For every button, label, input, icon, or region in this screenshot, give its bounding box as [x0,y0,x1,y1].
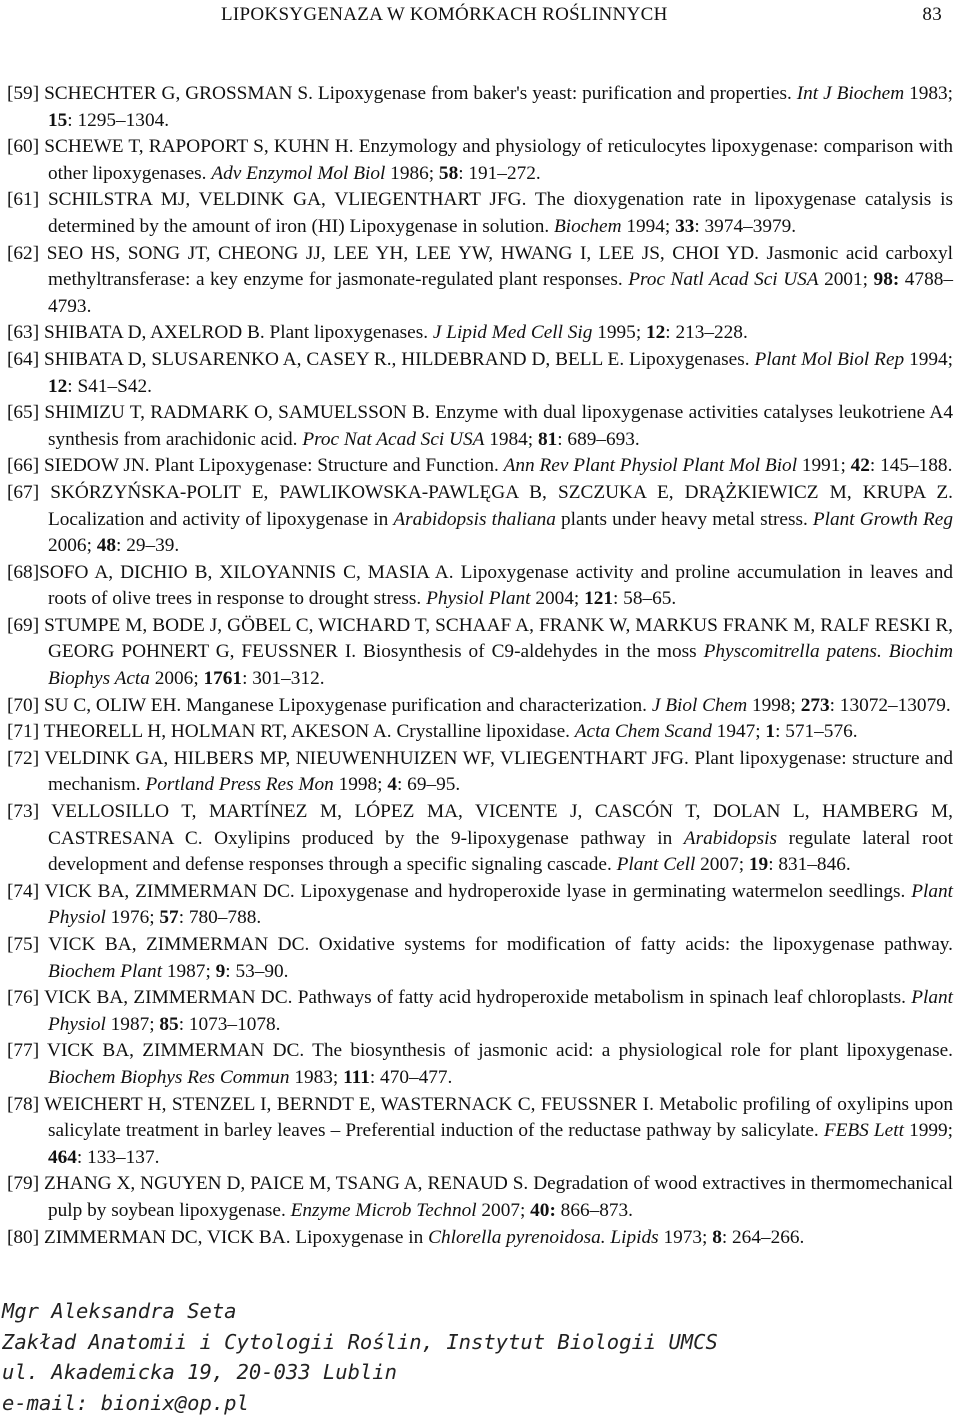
reference-text-run: 1999; [903,1120,953,1142]
reference-text-run: [69] STUMPE M, BODE J, GÖBEL C, WICHARD T, SCHAAF A, FRANK W, MARKUS FRANK M, RALF RESKI R, GEORG POHNERT G, FEUSSNER I. Biosynthesis of C9-aldehydes in the moss [7,614,953,663]
reference-italic-run: Physcomitrella patens. [703,641,882,663]
reference-text-run: 1986; [385,162,439,184]
reference-italic-run: J Biol Chem [651,694,748,716]
reference-text-run: 1998; [333,774,388,796]
reference-bold-run: 273 [800,694,830,716]
reference-text-run: 1976; [105,907,160,929]
reference-italic-run: Proc Natl Acad Sci USA [628,269,819,291]
reference-text-run: [73] VELLOSILLO T, MARTÍNEZ M, LÓPEZ MA, VICENTE J, CASCÓN T, DOLAN L, HAMBERG M, CASTRESANA C. Oxylipins produced by the 9-lipoxygenase pathway in [7,801,953,849]
reference-text-run: 866–873. [555,1199,633,1221]
reference-text-run: [61] SCHILSTRA MJ, VELDINK GA, VLIEGENTHART JFG. The dioxygenation rate in lipoxygenase catalysis is determined by the amount of iron (HI) Lipoxygenase in solution. [7,189,953,237]
reference-text-run: [63] SHIBATA D, AXELROD B. Plant lipoxygenases. [7,322,433,344]
reference-text-run: [71] THEORELL H, HOLMAN RT, AKESON A. Crystalline lipoxidase. [7,721,575,743]
reference-italic-run: Arabidopsis thaliana [393,508,556,530]
reference-entry [7,799,953,879]
reference-italic-run: Plant Mol Biol Rep [754,348,905,370]
reference-text-run: 1984; [484,428,538,450]
reference-text-run: [76] VICK BA, ZIMMERMAN DC. Pathways of fatty acid hydroperoxide metabolism in spinach leaf chloroplasts. [7,987,912,1009]
reference-bold-run: 85 [159,1013,179,1035]
reference-italic-run: J Lipid Med Cell Sig [432,322,593,344]
reference-italic-run: FEBS Lett [823,1120,904,1142]
reference-italic-run: Chlorella pyrenoidosa. [428,1226,606,1248]
reference-text-run: 2006; [48,535,97,557]
reference-entry [7,241,953,321]
author-address-block [2,1296,942,1418]
reference-text-run: [74] VICK BA, ZIMMERMAN DC. Lipoxygenase and hydroperoxide lyase in germinating watermelon seedlings. [7,880,912,902]
reference-entry [7,985,953,1038]
reference-italic-run: Plant Physiol [48,880,953,929]
reference-bold-run: 9 [215,960,226,982]
reference-italic-run: Biochem Plant [48,960,163,982]
reference-entry [7,347,953,400]
reference-text-run: : 213–228. [665,322,748,344]
reference-text-run: [66] SIEDOW JN. Plant Lipoxygenase: Structure and Function. [7,455,504,477]
reference-text-run: [79] ZHANG X, NGUYEN D, PAICE M, TSANG A, RENAUD S. Degradation of wood extractives in thermomechanical pulp by soybean lipoxygenase. [7,1173,953,1221]
reference-text-run: : 264–266. [721,1226,805,1248]
reference-italic-run: Biochim Biophys Acta [48,641,953,690]
reference-text-run: plants under heavy metal stress. [555,508,813,530]
reference-bold-run: 40: [530,1199,556,1221]
reference-text-run: 1947; [711,721,766,743]
reference-text-run: : 58–65. [613,588,677,610]
reference-italic-run: Portland Press Res Mon [145,774,334,796]
reference-italic-run: Biochem [554,215,622,237]
reference-bold-run: 4 [387,774,397,796]
reference-text-run: 1995; [592,322,646,344]
reference-text-run: [65] SHIMIZU T, RADMARK O, SAMUELSSON B. Enzyme with dual lipoxygenase activities catalyses leukotriene A4 synthesis from arachidonic acid. [7,402,953,450]
reference-text-run: : 1295–1304. [67,109,170,131]
reference-text-run: 1994; [904,348,953,370]
reference-entry [7,480,953,560]
reference-bold-run: 98: [873,269,900,291]
author-address: ul. Akademicka 19, 20-033 Lublin [2,1360,397,1385]
reference-entry [7,134,953,187]
reference-text-run: [70] SU C, OLIW EH. Manganese Lipoxygenase purification and characterization. [7,694,652,716]
reference-italic-run: Physiol Plant [426,588,531,610]
reference-italic-run: Enzyme Microb Technol [290,1199,477,1221]
author-email: e-mail: bionix@op.pl [2,1390,249,1415]
author-affiliation: Zakład Anatomii i Cytologii Roślin, Instytut Biologii UMCS [2,1329,718,1354]
reference-text-run [882,641,889,662]
reference-entry [7,693,953,720]
reference-entry [7,1038,953,1091]
reference-text-run: : 191–272. [458,162,541,184]
reference-entry [7,1225,953,1252]
reference-italic-run: Plant Physiol [48,987,953,1035]
reference-text-run: : 780–788. [178,907,262,929]
reference-text-run: : 133–137. [76,1146,160,1168]
reference-text-run: : 571–576. [775,721,858,743]
reference-text-run: : 13072–13079. [829,694,951,716]
reference-text-run: [75] VICK BA, ZIMMERMAN DC. Oxidative systems for modification of fatty acids: the lipoxygenase pathway. [7,934,953,955]
reference-entry [7,187,953,240]
reference-text-run: [59] SCHECHTER G, GROSSMAN S. Lipoxygenase from baker's yeast: purification and properties. [7,83,797,104]
reference-entry [7,453,953,480]
reference-bold-run: 81 [537,428,558,450]
reference-text-run: 1983; [289,1066,344,1088]
reference-italic-run: Biochem Biophys Res Commun [48,1066,290,1088]
reference-entry [7,879,953,932]
reference-bold-run: 15 [48,109,68,131]
reference-bold-run: 58 [438,162,459,184]
reference-entry [7,719,953,746]
reference-bold-run: 12 [48,375,68,397]
page-number: 83 [922,4,942,25]
reference-text-run: 1973; [658,1226,713,1248]
reference-text-run: [64] SHIBATA D, SLUSARENKO A, CASEY R., HILDEBRAND D, BELL E. Lipoxygenases. [7,348,755,370]
reference-italic-run: Int J Biochem [796,83,905,104]
reference-text-run: 1987; [105,1013,160,1035]
reference-bold-run: 111 [343,1066,370,1088]
reference-text-run: [60] SCHEWE T, RAPOPORT S, KUHN H. Enzymology and physiology of reticulocytes lipoxygenase: comparison with other lipoxygenases. [7,136,953,184]
reference-entry [7,560,953,613]
reference-text-run: 2006; [149,668,204,690]
reference-bold-run: 42 [850,455,870,477]
reference-text-run: 2007; [695,854,749,876]
reference-bold-run: 464 [48,1146,77,1168]
reference-text-run: 2001; [818,269,874,291]
reference-text-run: 1983; [904,83,954,104]
reference-text-run: [80] ZIMMERMAN DC, VICK BA. Lipoxygenase in [7,1226,429,1248]
reference-entry [7,613,953,693]
reference-entry [7,746,953,799]
reference-bold-run: 1761 [203,668,243,690]
reference-bold-run: 48 [96,535,117,557]
reference-italic-run: Lipids [610,1226,659,1248]
reference-text-run: [72] VELDINK GA, HILBERS MP, NIEUWENHUIZEN WF, VLIEGENTHART JFG. Plant lipoxygenase: structure and mechanism. [7,747,953,796]
reference-text-run: 2007; [476,1199,531,1221]
reference-text-run: regulate lateral root development and defense responses through a specific signaling cascade. [48,827,953,876]
reference-text-run: 1987; [162,960,216,982]
running-header [0,4,960,28]
reference-text-run: 4788–4793. [48,269,953,317]
reference-bold-run: 19 [748,854,769,876]
reference-text-run: : 470–477. [369,1066,453,1088]
reference-bold-run: 8 [712,1226,722,1248]
running-title: LIPOKSYGENAZA W KOMÓRKACH ROŚLINNYCH [221,4,668,25]
reference-entry [7,400,953,453]
reference-text-run: 2004; [530,588,585,610]
reference-entry [7,1171,953,1224]
reference-bold-run: 12 [646,322,666,344]
reference-text-run: [68]SOFO A, DICHIO B, XILOYANNIS C, MASIA A. Lipoxygenase activity and proline accumulation in leaves and roots of olive trees in response to drought stress. [7,561,953,610]
reference-text-run: 1991; [797,455,851,477]
reference-italic-run: Ann Rev Plant Physiol Plant Mol Biol [503,455,798,477]
reference-text-run: : 301–312. [242,668,325,690]
reference-text-run: : 3974–3979. [694,215,797,237]
reference-text-run: 1998; [747,694,801,716]
reference-entry [7,1092,953,1172]
reference-text-run: : 29–39. [116,535,180,557]
reference-entry [7,932,953,985]
reference-text-run: : 689–693. [557,428,640,450]
reference-italic-run: Acta Chem Scand [574,721,712,743]
reference-bold-run: 57 [159,907,179,929]
reference-text-run: : 1073–1078. [178,1013,281,1035]
author-name: Mgr Aleksandra Seta [2,1299,237,1323]
reference-list [7,81,953,1251]
reference-text-run: [77] VICK BA, ZIMMERMAN DC. The biosynthesis of jasmonic acid: a physiological role for plant lipoxygenase. [7,1040,953,1062]
reference-bold-run: 121 [584,588,613,610]
reference-text-run: : 69–95. [397,774,461,796]
reference-text-run: : 145–188. [869,455,953,477]
reference-text-run: [67] SKÓRZYŃSKA-POLIT E, PAWLIKOWSKA-PAWLĘGA B, SZCZUKA E, DRĄŻKIEWICZ M, KRUPA Z. Localization and activity of lipoxygenase in [7,481,953,530]
reference-text-run: : 53–90. [225,960,289,982]
reference-text-run: : S41–S42. [67,375,152,397]
reference-text-run: 1994; [621,215,676,237]
reference-italic-run: Plant Growth Reg [812,508,953,530]
reference-bold-run: 1 [765,721,776,743]
reference-entry [7,320,953,347]
reference-entry [7,81,953,134]
reference-text-run: [62] SEO HS, SONG JT, CHEONG JJ, LEE YH, LEE YW, HWANG I, LEE JS, CHOI YD. Jasmonic acid carboxyl methyltransferase: a key enzyme for jasmonate-regulated plant responses. [7,242,953,291]
reference-text-run: : 831–846. [768,854,851,876]
reference-text-run: [78] WEICHERT H, STENZEL I, BERNDT E, WASTERNACK C, FEUSSNER I. Metabolic profiling of oxylipins upon salicylate treatment in barley leaves – Preferential induction of the reductase pathway by salicylate. [7,1093,953,1142]
reference-italic-run: Arabidopsis [683,827,778,849]
reference-italic-run: Adv Enzymol Mol Biol [211,162,386,184]
reference-bold-run: 33 [675,215,695,237]
reference-italic-run: Plant Cell [616,854,696,876]
reference-italic-run: Proc Nat Acad Sci USA [302,428,485,450]
